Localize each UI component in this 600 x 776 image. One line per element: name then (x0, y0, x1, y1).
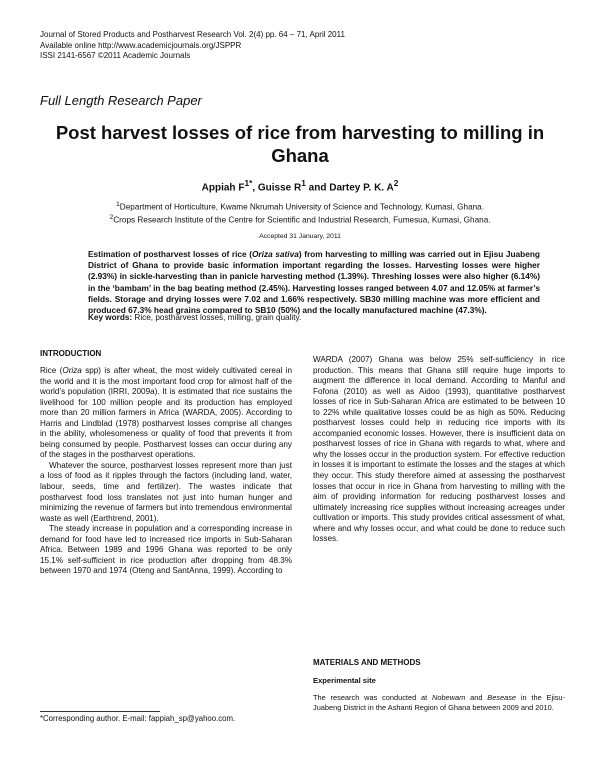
introduction-heading: INTRODUCTION (40, 349, 102, 358)
keywords (88, 313, 540, 322)
keywords-text: Rice, postharvest losses, milling, grain quality. (132, 313, 302, 322)
abstract-text: ) from harvesting to milling was carried out in Ejisu Juabeng District of Ghana to provide basic information important regarding the losses. Harvesting losses were higher (2.93%) in sickle-harvesting than in panicle harvesting method (1.39%). Threshing losses were also higher (6.14%) in the ‘bambam’ in the bag beating method (2.45%). Harvesting losses ranged between 4.07 and 12.05% at farmer’s fields. Storage and drying losses were 7.02 and 1.66% respectively. SB30 milling machine was more efficient and produced 67.3% head grains compared to SB10 (50%) and the locally manufactured machine (47.3%). (88, 249, 540, 316)
intro-paragraph-4: WARDA (2007) Ghana was below 25% self-sufficiency in rice production. This means that Ghana still require huge imports to augment the difference in local demand. According to Manful and Fofona (2010) as well as Aidoo (1993), quantitative postharvest losses of rice in Sub-Saharan Africa are estimated to be between 10 to 22% while qualitative losses could be as high as 50%. Reducing postharvest losses could help in reducing rice imports with its accompanied economic losses. However, there is insufficient data on postharvest losses of rice in Ghana with regards to what, where and why the losses occur in the production system. For effective reduction in losses it is important to estimate the losses and the stages at which they occur. This study therefore aimed at assessing the postharvest losses that occur in rice in Ghana from harvesting to milling with the aim of providing information for reducing postharvest losses and ultimately increasing rice supplies without increasing acreages under cultivation or imports. This study provides critical assessment of what, where and why losses occur, and what could be done to reduce such losses. (313, 355, 565, 544)
affiliation-sup: 1 (115, 201, 120, 208)
methods-text: in the Ejisu-Juabeng District in the Ashanti Region of Ghana between 2009 and 2010. (313, 693, 565, 712)
affiliation-sup: 2 (109, 214, 114, 222)
affiliation-2 (30, 213, 570, 226)
footnote-rule (40, 711, 160, 712)
footnote: *Corresponding author. E-mail: fappiah_sp@yahoo.com. (40, 714, 236, 723)
abstract (88, 249, 540, 316)
right-column (313, 355, 565, 545)
accepted-date: Accepted 31 January, 2011 (259, 233, 341, 240)
affiliation-text: Crops Research Institute of the Centre for Scientific and Industrial Research, Fumesua, Kumasi, Ghana. (113, 215, 491, 225)
journal-header (40, 30, 345, 62)
left-column (40, 366, 292, 577)
experimental-site-heading: Experimental site (313, 676, 376, 685)
methods-paragraph (313, 693, 565, 713)
affiliation-text: Department of Horticulture, Kwame Nkrumah University of Science and Technology, Kumasi, Ghana. (119, 202, 485, 212)
intro-paragraph-3: The steady increase in population and a corresponding increase in demand for food have led to increased rice imports in Sub-Saharan Africa. Between 1989 and 1996 Ghana was reported to be only 15.1% self-sufficient in rice production after dropping from 48.3% between 1970 and 1974 (Oteng and SantAnna, 1999). According to (40, 524, 292, 576)
intro-text: spp) is after wheat, the most widely cultivated cereal in the world and it is the most important food crop for almost half of the world’s population (IRRI, 2009a). It is estimated that rice sustains the livelihood for 100 million people and its production has employed more than 20 million farmers in Africa (WARDA, 2005). According to Harris and Lindblad (1978) postharvest losses comprise all changes in the ability, wholesomeness or quality of food that prevents it from being consumed by people. Postharvest losses can occur during any of the stages in the postharvest operations. (40, 366, 293, 460)
site-name: Besease (487, 693, 517, 702)
intro-text: Rice ( (40, 366, 63, 375)
abstract-text: Estimation of postharvest losses of rice ( (88, 249, 252, 259)
author-name: Dartey P. K. A (329, 182, 394, 194)
journal-citation: Journal of Stored Products and Postharvest Research Vol. 2(4) pp. 64 – 71, April 2011 (40, 30, 345, 39)
intro-species: Oriza (62, 366, 82, 375)
author-list: Appiah $F^{1*}$, Guisse $R^1$ and Dartey P. K. $A^2$ (201, 178, 399, 194)
keywords-label: Key words: (88, 313, 133, 322)
intro-paragraph-1 (40, 366, 292, 461)
journal-url: Available online http://www.academicjournals.org/JSPPR (40, 40, 242, 50)
author-name: Appiah F (201, 182, 245, 194)
affiliation-1 (30, 200, 570, 213)
methods-text: The research was conducted at (313, 693, 432, 702)
journal-issn: ISSI 2141-6567 ©2011 Academic Journals (40, 51, 191, 60)
author-sup: 2 (393, 178, 399, 188)
author-sup: 1 (301, 178, 306, 188)
paper-type: Full Length Research Paper (40, 93, 202, 108)
site-name: Nobewam (432, 693, 466, 702)
abstract-species: Oriza sativa (251, 249, 299, 259)
methods-text: and (465, 693, 488, 702)
affiliations (30, 200, 570, 226)
author-name: Guisse R (257, 182, 302, 194)
methods-heading: MATERIALS AND METHODS (313, 658, 421, 667)
paper-title: Post harvest losses of rice from harvesting to milling in Ghana (55, 122, 545, 166)
author-sup: 1* (244, 178, 253, 188)
intro-paragraph-2: Whatever the source, postharvest losses represent more than just a loss of food as it ripples through the factors (including land, water, labour, seeds, time and fertilizer). The wastes indicate that postharvest food loss translates not just into human hunger and minimizing the revenue of farmers but into tremendous environmental waste as well (Earthtrend, 2001). (40, 460, 292, 523)
